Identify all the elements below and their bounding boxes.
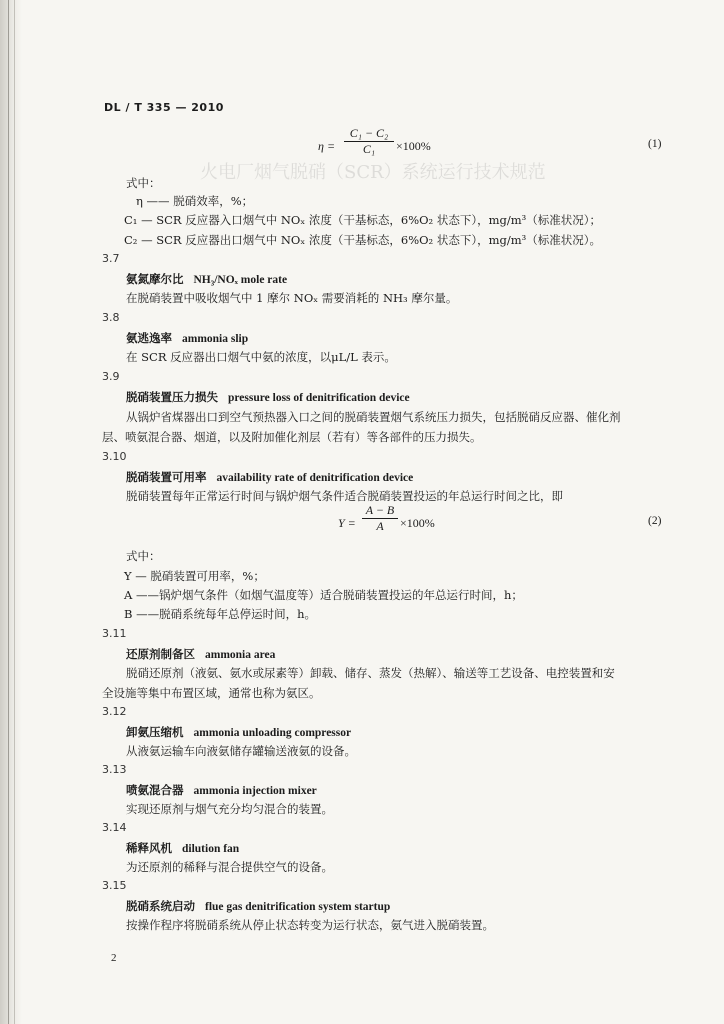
term-zh: 氨氮摩尔比	[126, 272, 184, 286]
section-number: 3.7	[102, 252, 120, 265]
term-en: dilution fan	[182, 843, 240, 855]
section-number: 3.8	[102, 311, 120, 324]
term-en: flue gas denitrification system startup	[205, 901, 391, 913]
eq1-var-c1: C₁ — SCR 反应器入口烟气中 NOₓ 浓度（干基标态，6%O₂ 状态下），mg/m³（标准状况）；	[124, 213, 601, 227]
section-number: 3.11	[102, 627, 127, 640]
term-en: ammonia injection mixer	[193, 785, 317, 797]
section-number: 3.9	[102, 370, 120, 383]
definition-text: 脱硝还原剂（液氨、氨水或尿素等）卸载、储存、蒸发（热解）、输送等工艺设备、电控装置和安	[126, 666, 615, 680]
term-zh: 脱硝系统启动	[126, 899, 195, 913]
term-heading	[126, 782, 317, 798]
eq2-fraction	[362, 503, 398, 534]
definition-text: 从锅炉省煤器出口到空气预热器入口之间的脱硝装置烟气系统压力损失，包括脱硝反应器、催化剂	[126, 410, 621, 424]
eq1-denominator: C₁	[362, 142, 376, 156]
section-number: 3.15	[102, 879, 127, 892]
page-binding-shadow	[0, 0, 22, 1024]
eq2-lhs: Y =	[338, 516, 356, 530]
term-en: ammonia slip	[182, 333, 249, 345]
eq1-where-label: 式中：	[126, 176, 161, 190]
definition-text: 从液氨运输车向液氨储存罐输送液氨的设备。	[126, 744, 356, 758]
eq1-lhs: η =	[318, 139, 336, 153]
eq1-fraction	[344, 126, 394, 157]
term-zh: 卸氨压缩机	[126, 725, 184, 739]
definition-text: 为还原剂的稀释与混合提供空气的设备。	[126, 860, 333, 874]
term-en: ammonia unloading compressor	[193, 727, 352, 739]
term-en: availability rate of denitrification device	[216, 472, 414, 484]
definition-text: 实现还原剂与烟气充分均匀混合的装置。	[126, 802, 333, 816]
term-en: NH₃/NOₓ mole rate	[193, 274, 288, 286]
definition-text-continued: 层、喷氨混合器、烟道，以及附加催化剂层（若有）等各部件的压力损失。	[102, 430, 482, 444]
term-zh: 还原剂制备区	[126, 647, 195, 661]
term-heading	[126, 271, 287, 287]
section-number: 3.14	[102, 821, 127, 834]
term-en: pressure loss of denitrification device	[228, 392, 410, 404]
term-heading	[126, 840, 239, 856]
term-heading	[126, 469, 413, 485]
section-number: 3.12	[102, 705, 127, 718]
term-zh: 脱硝装置可用率	[126, 470, 207, 484]
definition-text-continued: 全设施等集中布置区域，通常也称为氨区。	[102, 686, 321, 700]
eq1-var-c2: C₂ — SCR 反应器出口烟气中 NOₓ 浓度（干基标态，6%O₂ 状态下），mg/m³（标准状况）。	[124, 233, 601, 247]
eq2-suffix: ×100%	[400, 516, 435, 530]
eq2-denominator: A	[376, 519, 384, 533]
eq2-number: (2)	[648, 515, 662, 527]
bleed-through-title: 火电厂烟气脱硝（SCR）系统运行技术规范	[200, 162, 546, 183]
term-en: ammonia area	[205, 649, 276, 661]
term-zh: 脱硝装置压力损失	[126, 390, 218, 404]
term-heading	[126, 330, 248, 346]
eq2-numerator: A − B	[365, 503, 395, 517]
eq2-var-a: A ——锅炉烟气条件（如烟气温度等）适合脱硝装置投运的年总运行时间，h；	[124, 588, 523, 602]
eq2-var-y: Y — 脱硝装置可用率，%；	[124, 569, 265, 583]
definition-text: 按操作程序将脱硝系统从停止状态转变为运行状态，氨气进入脱硝装置。	[126, 918, 494, 932]
binding-line	[14, 0, 15, 1024]
term-heading	[126, 724, 351, 740]
definition-text: 脱硝装置每年正常运行时间与锅炉烟气条件适合脱硝装置投运的年总运行时间之比，即	[126, 489, 563, 503]
eq1-var-eta: η —— 脱硝效率，%；	[136, 194, 254, 208]
eq1-suffix: ×100%	[396, 139, 431, 153]
eq1-number: (1)	[648, 138, 662, 150]
term-zh: 稀释风机	[126, 841, 172, 855]
eq1-numerator: C₁ − C₂	[349, 126, 389, 140]
section-number: 3.13	[102, 763, 127, 776]
eq2-where-label: 式中：	[126, 549, 161, 563]
page-number: 2	[111, 952, 117, 964]
term-zh: 氨逃逸率	[126, 331, 172, 345]
definition-text: 在 SCR 反应器出口烟气中氨的浓度，以μL/L 表示。	[126, 350, 396, 364]
binding-line	[8, 0, 9, 1024]
section-number: 3.10	[102, 450, 127, 463]
eq2-var-b: B ——脱硝系统每年总停运时间，h。	[124, 607, 317, 621]
term-heading	[126, 898, 390, 914]
term-heading	[126, 389, 410, 405]
standard-code-header: DL / T 335 — 2010	[104, 101, 224, 114]
definition-text: 在脱硝装置中吸收烟气中 1 摩尔 NOₓ 需要消耗的 NH₃ 摩尔量。	[126, 291, 458, 305]
term-heading	[126, 646, 275, 662]
term-zh: 喷氨混合器	[126, 783, 184, 797]
